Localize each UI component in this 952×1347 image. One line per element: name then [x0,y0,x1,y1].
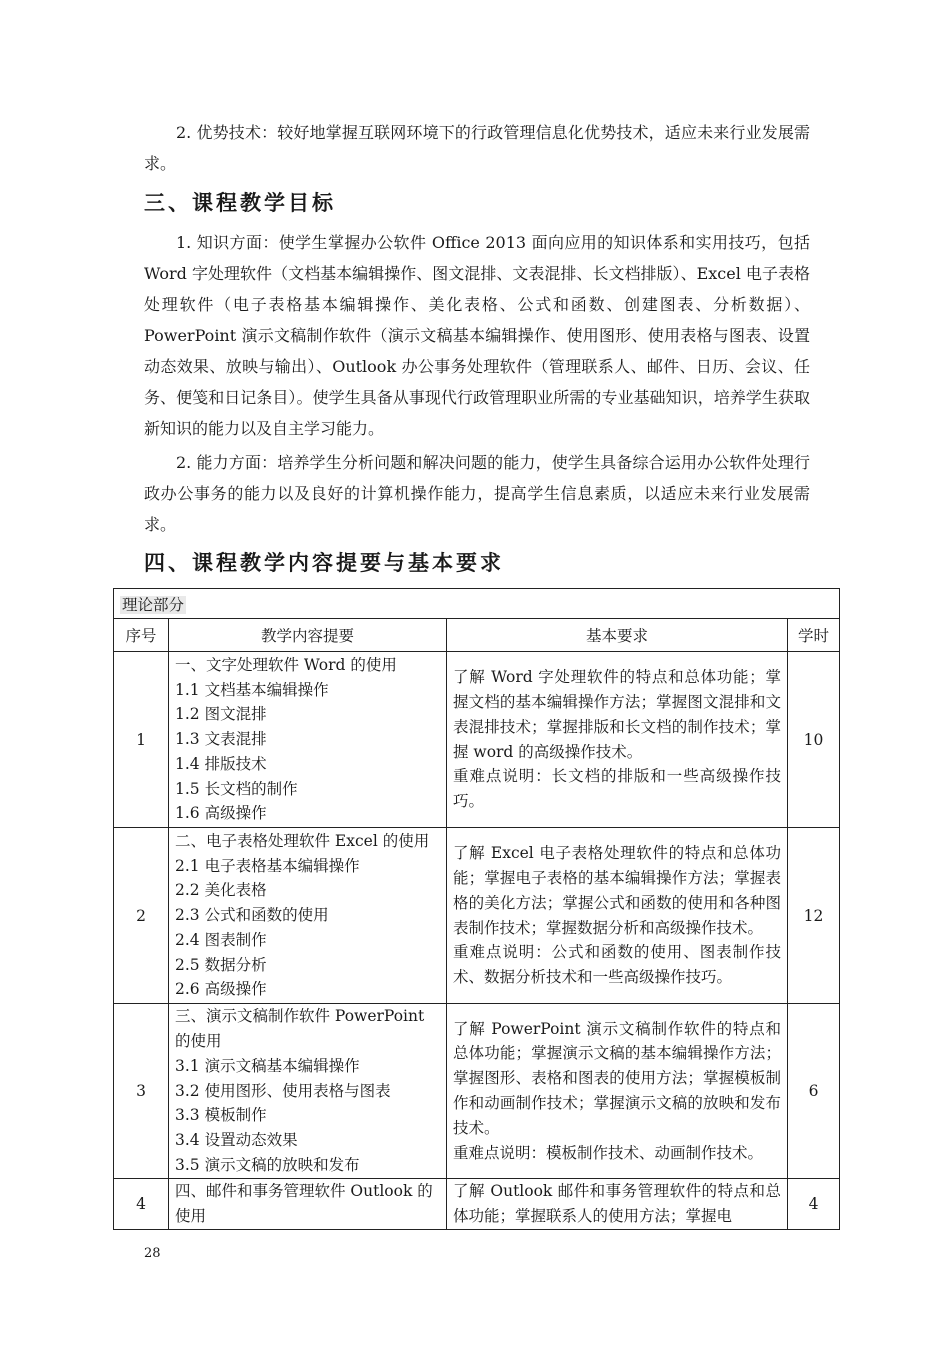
header-number: 序号 [114,619,169,652]
row-content [169,652,447,828]
paragraph-knowledge: 1. 知识方面：使学生掌握办公软件 Office 2013 面向应用的知识体系和实用技巧，包括 Word 字处理软件（文档基本编辑操作、图文混排、文表混排、长文档排版）、Excel 电子表格处理软件（电子表格基本编辑操作、美化表格、公式和函数、创建图表、分析数据）、PowerPoint 演示文稿制作软件（演示文稿基本编辑操作、使用图形、使用表格与图表、设置动态效果、放映与输出）、Outlook 办公事务处理软件（管理联系人、邮件、日历、会议、任务、便笺和日记条目）。使学生具备从事现代行政管理职业所需的专业基础知识，培养学生获取新知识的能力以及自主学习能力。 [144,233,810,438]
content-line: 3.2 使用图形、使用表格与图表 [175,1081,391,1100]
heading-course-objectives: 三、课程教学目标 [144,191,336,215]
section-label: 理论部分 [122,595,185,614]
syllabus-table [113,588,840,1230]
table-row [114,652,840,828]
table-row [114,1179,840,1230]
row-number: 2 [114,828,169,1004]
content-line: 2.3 公式和函数的使用 [175,906,329,925]
content-line: 1.6 高级操作 [175,804,267,823]
difficulty-note: 重难点说明：公式和函数的使用、图表制作技术、数据分析技术和一些高级操作技巧。 [453,943,781,987]
content-line: 2.6 高级操作 [175,980,267,999]
row-requirements [447,828,788,1004]
content-line: 1.2 图文混排 [175,705,267,724]
row-number: 3 [114,1004,169,1179]
content-line: 四、邮件和事务管理软件 Outlook 的使用 [175,1182,433,1225]
header-requirements: 基本要求 [447,619,788,652]
table-header-row [114,619,840,652]
content-line: 三、演示文稿制作软件 PowerPoint 的使用 [175,1007,425,1050]
row-number: 4 [114,1179,169,1230]
content-line: 1.5 长文档的制作 [175,779,298,798]
row-content [169,1179,447,1230]
row-hours: 12 [788,828,840,1004]
paragraph-ability: 2. 能力方面：培养学生分析问题和解决问题的能力，使学生具备综合运用办公软件处理行政办公事务的能力以及良好的计算机操作能力，提高学生信息素质，以适应未来行业发展需求。 [144,453,810,534]
difficulty-note: 重难点说明：模板制作技术、动画制作技术。 [453,1143,764,1162]
requirement-text: 了解 Excel 电子表格处理软件的特点和总体功能；掌握电子表格的基本编辑操作方法；掌握表格的美化方法；掌握公式和函数的使用和各种图表制作技术；掌握数据分析和高级操作技术。 [453,844,781,937]
table-row [114,828,840,1004]
content-line: 1.1 文档基本编辑操作 [175,680,329,699]
requirement-text: 了解 Word 字处理软件的特点和总体功能；掌握文档的基本编辑操作方法；掌握图文混排和文表混排技术；掌握排版和长文档的制作技术；掌握 word 的高级操作技术。 [453,668,781,761]
row-hours: 4 [788,1179,840,1230]
section-row [114,589,840,619]
row-content [169,828,447,1004]
row-hours: 10 [788,652,840,828]
heading-course-content: 四、课程教学内容提要与基本要求 [144,551,504,575]
header-hours: 学时 [788,619,840,652]
content-line: 2.4 图表制作 [175,930,267,949]
row-number: 1 [114,652,169,828]
section-cell [114,589,840,619]
content-line: 3.5 演示文稿的放映和发布 [175,1155,360,1174]
requirement-text: 了解 PowerPoint 演示文稿制作软件的特点和总体功能；掌握演示文稿的基本编辑操作方法；掌握图形、表格和图表的使用方法；掌握模板制作和动画制作技术；掌握演示文稿的放映和发布技术。 [453,1019,781,1137]
row-requirements [447,1004,788,1179]
header-content: 教学内容提要 [169,619,447,652]
content-line: 二、电子表格处理软件 Excel 的使用 [175,831,430,850]
content-line: 一、文字处理软件 Word 的使用 [175,655,397,674]
page-number: 28 [144,1246,161,1261]
table-row [114,1004,840,1179]
row-content [169,1004,447,1179]
content-line: 3.4 设置动态效果 [175,1131,298,1150]
row-hours: 6 [788,1004,840,1179]
content-line: 2.1 电子表格基本编辑操作 [175,856,360,875]
row-requirements [447,1179,788,1230]
content-line: 3.3 模板制作 [175,1106,267,1125]
row-requirements [447,652,788,828]
content-line: 1.4 排版技术 [175,754,267,773]
paragraph-advantage-tech: 2. 优势技术：较好地掌握互联网环境下的行政管理信息化优势技术，适应未来行业发展需求。 [144,123,810,173]
content-line: 1.3 文表混排 [175,730,267,749]
content-line: 3.1 演示文稿基本编辑操作 [175,1056,360,1075]
requirement-text: 了解 Outlook 邮件和事务管理软件的特点和总体功能；掌握联系人的使用方法；掌握电 [453,1182,781,1225]
content-line: 2.2 美化表格 [175,881,267,900]
content-line: 2.5 数据分析 [175,955,267,974]
difficulty-note: 重难点说明：长文档的排版和一些高级操作技巧。 [453,767,781,811]
